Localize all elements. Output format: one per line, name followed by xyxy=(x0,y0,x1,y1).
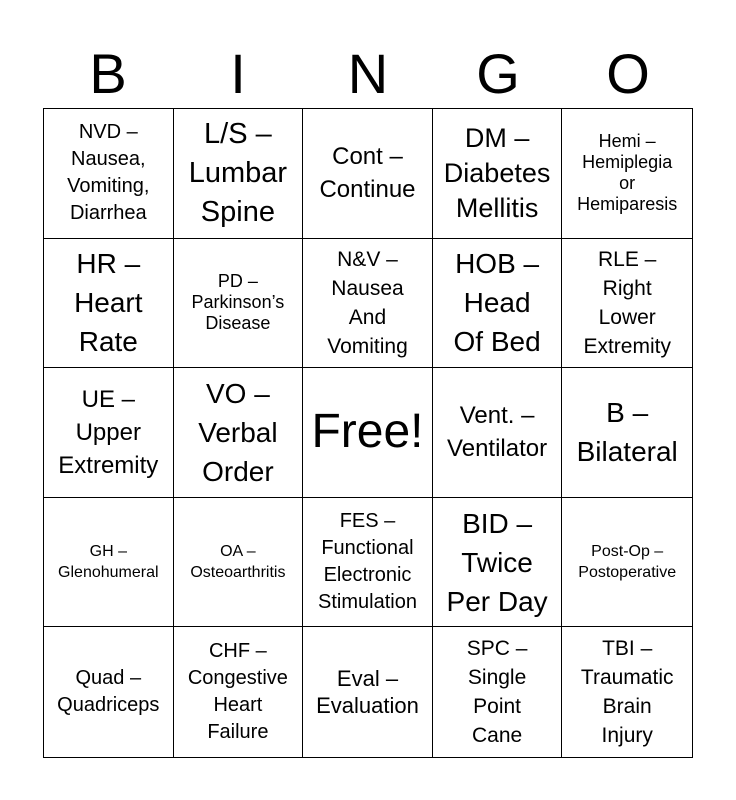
bingo-cell-ue[interactable]: UE – Upper Extremity xyxy=(44,368,174,498)
bingo-cell-nvd[interactable]: NVD – Nausea, Vomiting, Diarrhea xyxy=(44,109,174,239)
bingo-cell-b[interactable]: B – Bilateral xyxy=(562,368,692,498)
bingo-cell-ls[interactable]: L/S – Lumbar Spine xyxy=(174,109,304,239)
bingo-cell-tbi[interactable]: TBI – Traumatic Brain Injury xyxy=(580,637,674,748)
bingo-cell-gh[interactable]: GH – Glenohumeral xyxy=(44,498,174,628)
header-letter-i: I xyxy=(230,42,246,105)
header-letter-g: G xyxy=(476,42,520,105)
header-letter-o: O xyxy=(606,42,650,105)
bingo-cell-dm[interactable]: DM – Diabetes Mellitis xyxy=(433,109,563,239)
bingo-cell-quad[interactable]: Quad – Quadriceps xyxy=(44,627,174,757)
bingo-grid xyxy=(43,108,693,758)
bingo-cell-postop[interactable]: Post-Op – Postoperative xyxy=(562,498,692,628)
bingo-cell-chf[interactable]: CHF – Congestive Heart Failure xyxy=(174,627,304,757)
bingo-cell-rle[interactable]: RLE – Right Lower Extremity xyxy=(562,239,692,369)
bingo-cell-vent[interactable]: Vent. – Ventilator xyxy=(433,368,563,498)
bingo-cell-spc[interactable]: SPC – Single Point Cane xyxy=(433,627,563,757)
bingo-header xyxy=(43,40,693,108)
bingo-cell-hemi[interactable]: Hemi – Hemiplegia or Hemiparesis xyxy=(562,109,692,239)
bingo-cell-hob[interactable]: HOB – Head Of Bed xyxy=(433,239,563,369)
bingo-cell-bid[interactable]: BID – Twice Per Day xyxy=(433,498,563,628)
bingo-cell-pd[interactable]: PD – Parkinson’s Disease xyxy=(174,239,304,369)
bingo-cell-vo[interactable]: VO – Verbal Order xyxy=(174,368,304,498)
bingo-cell-cont[interactable]: Cont – Continue xyxy=(303,109,433,239)
bingo-cell-hr[interactable]: HR – Heart Rate xyxy=(44,239,174,369)
bingo-cell-nv[interactable]: N&V – Nausea And Vomiting xyxy=(303,239,433,369)
bingo-cell-fes[interactable]: FES – Functional Electronic Stimulation xyxy=(303,498,433,628)
bingo-cell-eval[interactable]: Eval – Evaluation xyxy=(303,627,433,757)
bingo-cell-oa[interactable]: OA – Osteoarthritis xyxy=(174,498,304,628)
header-letter-b: B xyxy=(89,42,127,105)
header-letter-n: N xyxy=(347,42,389,105)
bingo-cell-free[interactable]: Free! xyxy=(303,368,433,498)
